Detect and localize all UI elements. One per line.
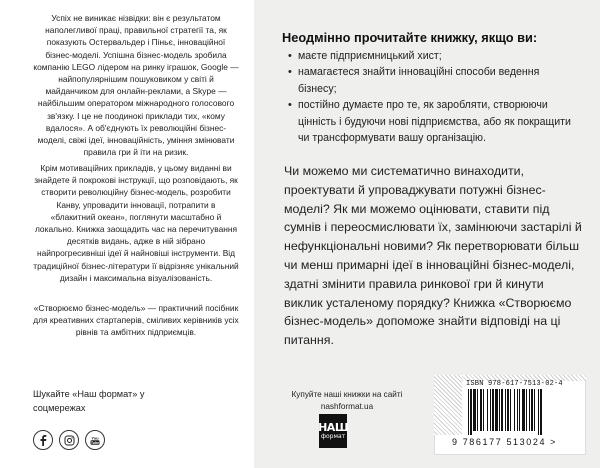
youtube-icon[interactable] bbox=[85, 430, 105, 450]
main-question-text: Чи можемо ми систематично винаходити, проектувати й упроваджувати потужні бізнес-моделі? Як ми можемо оцінювати, ставити під сумнів і переосмислювати їх, замінюючи застарілі й нефункціональні новими? Як перетворювати більш чи менш примарні ідеї в інноваційні бізнес-моделі, здатні змінити правила ринкової гри й кинути виклик усталеному порядку? Книжка «Створюємо бізнес-модель» допоможе знайти відповіді на ці питання. bbox=[284, 164, 582, 348]
barcode-bar bbox=[470, 389, 472, 435]
barcode-bar bbox=[501, 389, 503, 431]
barcode-bar bbox=[522, 389, 525, 431]
barcode-bar bbox=[540, 389, 542, 435]
barcode-bar bbox=[487, 389, 488, 431]
logo-line-2: формат bbox=[320, 432, 346, 440]
social-label: Шукайте «Наш формат» у соцмережах bbox=[33, 389, 145, 413]
barcode-bar bbox=[492, 389, 494, 431]
social-icons bbox=[33, 430, 105, 450]
barcode-bar bbox=[517, 389, 518, 431]
facebook-icon[interactable] bbox=[33, 430, 53, 450]
barcode-bar bbox=[538, 389, 539, 435]
svg-text:You: You bbox=[91, 435, 99, 440]
must-read-title: Неодмінно прочитайте книжку, якщо ви: bbox=[282, 30, 538, 45]
barcode-bar bbox=[526, 389, 527, 431]
barcode-bar bbox=[495, 389, 498, 431]
barcode-hatch-left bbox=[434, 375, 462, 435]
barcode-bar bbox=[468, 389, 469, 435]
audience-paragraph: «Створюємо бізнес-модель» — практичний посібник для креативних стартаперів, сміливих керівників усіх рівнів та амбітних підприємців. bbox=[33, 303, 239, 338]
barcode-bar bbox=[480, 389, 482, 431]
logo-line-1: НАШ bbox=[318, 420, 348, 434]
barcode-bar bbox=[519, 389, 520, 431]
barcode-bar bbox=[510, 389, 511, 431]
svg-text:Tube: Tube bbox=[90, 440, 100, 445]
barcode-bar bbox=[483, 389, 484, 431]
bullet-item: • маєте підприємницький хист; bbox=[288, 48, 578, 64]
instructions-paragraph: Крім мотиваційних прикладів, у цьому виданні ви знайдете й покрокові інструкції, що розповідають, як створити революційну бізнес-модель, розробити Канву, упровадити інновації, потрапити в «блакитний океан», поглянути масштабно й локально. Книжка заощадить час на перечитування десятків видань, адже в ній зібрано найпрогресивніші ідеї й найновіші інструменти. Від традиційної бізнес-літератури її відрізняє унікальний дизайн і максимальна візуалізованість. bbox=[33, 163, 239, 283]
barcode-bar bbox=[477, 389, 478, 431]
bullet-item: • намагаєтеся знайти інноваційні способи ведення бізнесу; bbox=[288, 64, 578, 97]
barcode-bar bbox=[490, 389, 491, 431]
bullet-item: • постійно думаєте про те, як заробляти, створюючи цінність і будуючи нові підприємства, або як покращити чи трансформувати вашу організацію. bbox=[288, 97, 578, 146]
barcode-bar bbox=[531, 389, 533, 431]
intro-paragraph: Успіх не виникає нізвідки: він є результатом наполегливої праці, правильної стратегії та, як показують Остервальдер і Піньє, інноваційної бізнес-моделі. Успішна бізнес-модель зробила компанію LEGO лідером на ринку іграшок, Google — найпопулярнішим пошуковиком у світі й майданчиком для онлайн-реклами, а Skype — найбільшим оператором міжнародного голосового зв'язку. І це не поодинокі приклади тих, «кому вдалося». А об'єднують їх революційні бізнес-моделі, свіжі ідеї, інноваційність, уміння змінювати правила гри й іти на ризик. bbox=[33, 13, 239, 158]
buy-online-text: Купуйте наші книжки на сайті nashformat.ua bbox=[291, 390, 403, 411]
publisher-logo bbox=[319, 414, 347, 448]
instagram-icon[interactable] bbox=[59, 430, 79, 450]
barcode-bar bbox=[514, 389, 515, 431]
barcode-bar bbox=[507, 389, 509, 431]
barcode-bar bbox=[499, 389, 500, 431]
isbn-text: ISBN 978-617-7513-02-4 bbox=[466, 380, 563, 388]
reader-bullet-list bbox=[288, 48, 578, 146]
barcode-number: 9 786177 513024 > bbox=[452, 437, 558, 447]
barcode-bar bbox=[473, 389, 476, 431]
barcode-bar bbox=[534, 389, 535, 431]
barcode-bar bbox=[505, 389, 506, 431]
barcode-bar bbox=[529, 389, 530, 431]
barcode-icon bbox=[466, 389, 582, 435]
